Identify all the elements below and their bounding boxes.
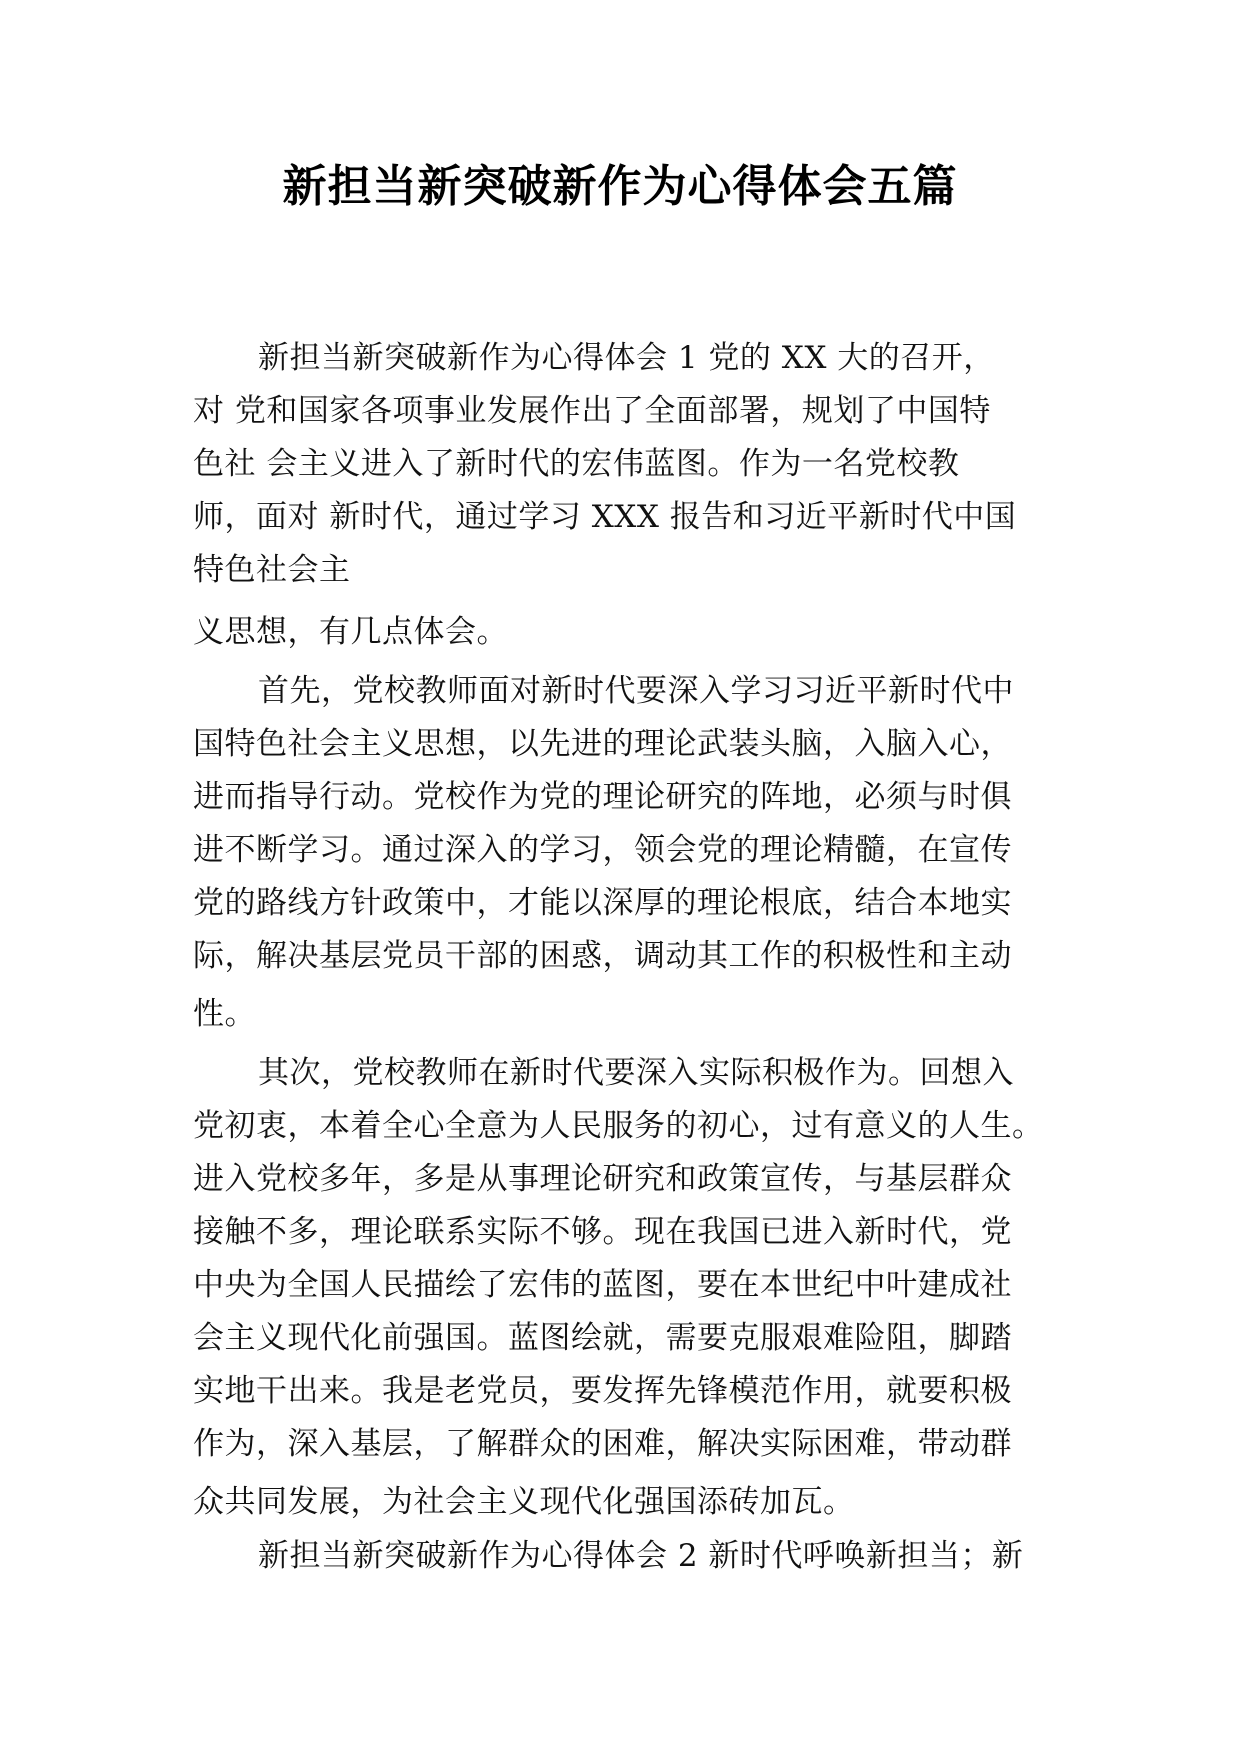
text-line: 国特色社会主义思想，以先进的理论武装头脑，入脑入心，	[193, 726, 1012, 762]
text-line: 实地干出来。我是老党员，要发挥先锋模范作用，就要积极	[193, 1373, 1012, 1409]
text-line: 首先，党校教师面对新时代要深入学习习近平新时代中	[258, 673, 1014, 709]
text-line: 新担当新突破新作为心得体会 2 新时代呼唤新担当；新	[258, 1538, 1024, 1574]
text-line: 性。	[193, 996, 256, 1032]
text-line: 对 党和国家各项事业发展作出了全面部署，规划了中国特	[193, 393, 991, 429]
text-line: 进不断学习。通过深入的学习，领会党的理论精髓，在宣传	[193, 832, 1012, 868]
text-line: 师，面对 新时代，通过学习 XXX 报告和习近平新时代中国	[193, 499, 1017, 535]
text-line: 党的路线方针政策中，才能以深厚的理论根底，结合本地实	[193, 885, 1012, 921]
text-line: 进入党校多年，多是从事理论研究和政策宣传，与基层群众	[193, 1161, 1012, 1197]
text-line: 中央为全国人民描绘了宏伟的蓝图，要在本世纪中叶建成社	[193, 1267, 1012, 1303]
text-line: 进而指导行动。党校作为党的理论研究的阵地，必须与时俱	[193, 779, 1012, 815]
text-line: 际，解决基层党员干部的困惑，调动其工作的积极性和主动	[193, 938, 1012, 974]
text-line: 色社 会主义进入了新时代的宏伟蓝图。作为一名党校教	[193, 446, 960, 482]
text-line: 新担当新突破新作为心得体会 1 党的 XX 大的召开，	[258, 340, 995, 376]
document-title: 新担当新突破新作为心得体会五篇	[282, 161, 958, 212]
text-line: 特色社会主	[193, 552, 351, 588]
text-line: 党初衷，本着全心全意为人民服务的初心，过有意义的人生。	[193, 1108, 1044, 1144]
text-line: 作为，深入基层，了解群众的困难，解决实际困难，带动群	[193, 1426, 1012, 1462]
text-line: 接触不多，理论联系实际不够。现在我国已进入新时代，党	[193, 1214, 1012, 1250]
text-line: 义思想，有几点体会。	[193, 614, 508, 650]
text-line: 众共同发展，为社会主义现代化强国添砖加瓦。	[193, 1484, 855, 1520]
text-line: 其次，党校教师在新时代要深入实际积极作为。回想入	[258, 1055, 1014, 1091]
text-line: 会主义现代化前强国。蓝图绘就，需要克服艰难险阻，脚踏	[193, 1320, 1012, 1356]
